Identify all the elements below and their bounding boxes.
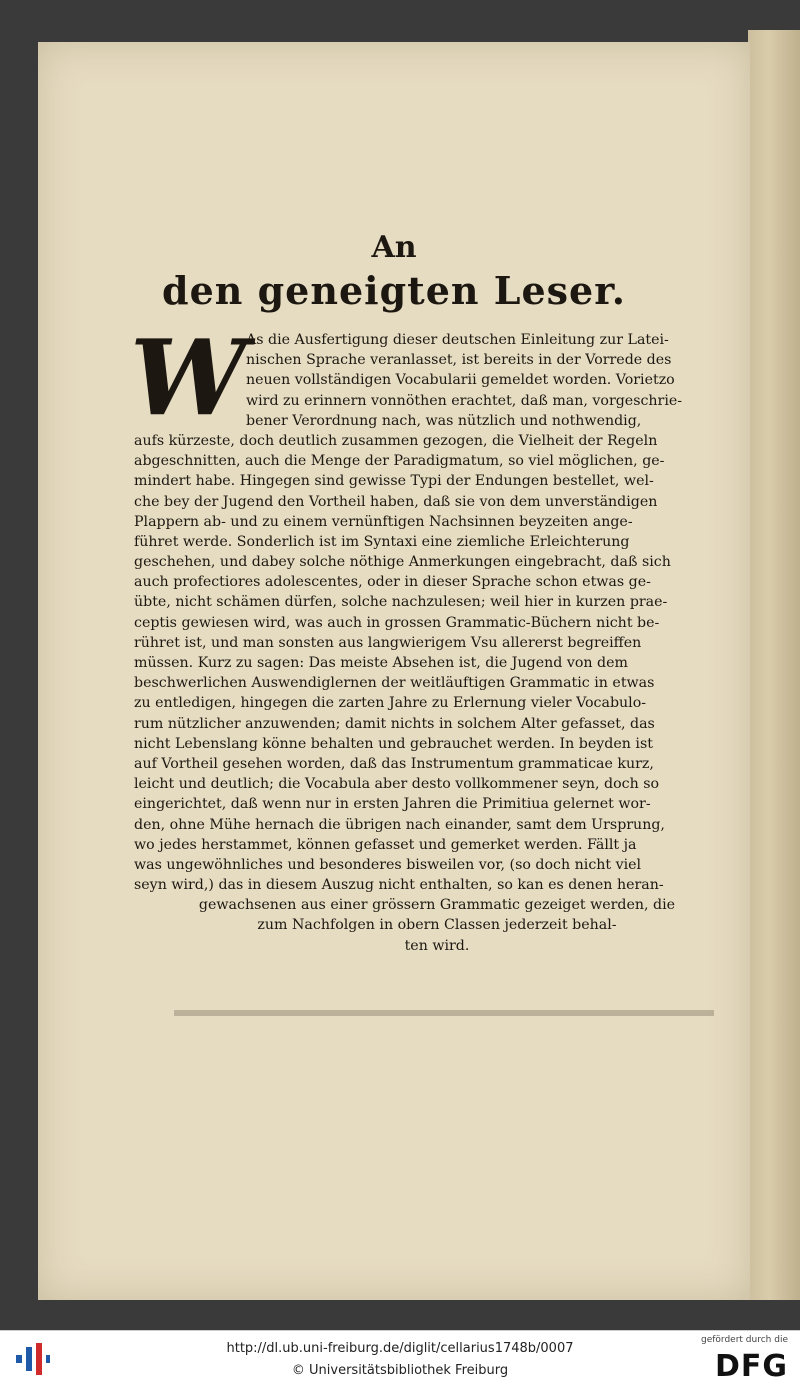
text-line: zum Nachfolgen in obern Classen jederzeit behal- xyxy=(257,917,617,934)
ornamental-dropcap: W xyxy=(130,316,247,439)
text-line: leicht und deutlich; die Vocabula aber desto vollkommener seyn, doch so xyxy=(134,776,660,793)
text-line: wird zu erinnern vonnöthen erachtet, daß man, vorgeschrie- xyxy=(246,392,683,409)
viewer-footer xyxy=(0,1330,800,1387)
heading-line-1: An xyxy=(371,230,417,265)
heading-line-2: den geneigten Leser. xyxy=(162,268,626,313)
text-line: che bey der Jugend den Vortheil haben, daß sie von dem unverständigen xyxy=(134,493,658,510)
text-line: geschehen, und dabey solche nöthige Anmerkungen eingebracht, daß sich xyxy=(134,554,671,571)
text-line: ten wird. xyxy=(404,937,470,954)
text-line: übte, nicht schämen dürfen, solche nachzulesen; weil hier in kurzen prae- xyxy=(134,594,668,611)
text-line: aufs kürzeste, doch deutlich zusammen gezogen, die Vielheit der Regeln xyxy=(134,432,658,449)
text-line: bener Verordnung nach, was nützlich und nothwendig, xyxy=(246,412,642,429)
sponsor-note: gefördert durch die xyxy=(701,1335,788,1345)
text-line: den, ohne Mühe hernach die übrigen nach einander, samt dem Ursprung, xyxy=(134,816,665,833)
text-line: nicht Lebenslang könne behalten und gebrauchet werden. In beyden ist xyxy=(134,735,653,752)
text-line: zu entledigen, hingegen die zarten Jahre zu Erlernung vieler Vocabulo- xyxy=(134,695,647,712)
text-line: wo jedes herstammet, können gefasset und gemerket werden. Fällt ja xyxy=(134,836,637,853)
text-line: auch profectiores adolescentes, oder in dieser Sprache schon etwas ge- xyxy=(134,574,651,591)
book-page xyxy=(38,42,750,1300)
body-text xyxy=(134,330,740,956)
text-line: führet werde. Sonderlich ist im Syntaxi eine ziemliche Erleichterung xyxy=(134,533,630,550)
text-line: rühret ist, und man sonsten aus langwierigem Vsu allererst begreiffen xyxy=(134,634,642,651)
text-line: abgeschnitten, auch die Menge der Paradigmatum, so viel möglichen, ge- xyxy=(134,453,665,470)
text-line: was ungewöhnliches und besonderes bisweilen vor, (so doch nicht viel xyxy=(134,856,642,873)
dfg-logo: DFG xyxy=(714,1349,788,1384)
text-line: gewachsenen aus einer grössern Grammatic gezeiget werden, die xyxy=(198,897,676,914)
text-line: müssen. Kurz zu sagen: Das meiste Absehen ist, die Jugend von dem xyxy=(134,655,628,671)
text-line: ceptis gewiesen wird, was auch in grossen Grammatic-Büchern nicht be- xyxy=(134,614,660,631)
text-line: As die Ausfertigung dieser deutschen Einleitung zur Latei- xyxy=(246,332,669,348)
text-line: Plappern ab- und zu einem vernünftigen Nachsinnen beyzeiten ange- xyxy=(134,513,633,530)
text-line: eingerichtet, daß wenn nur in ersten Jahren die Primitiua gelernet wor- xyxy=(134,796,651,813)
text-line: seyn wird,) das in diesem Auszug nicht enthalten, so kan es denen heran- xyxy=(134,877,664,894)
decorative-rule xyxy=(174,1010,714,1016)
text-line: nischen Sprache veranlasset, ist bereits in der Vorrede des xyxy=(246,352,672,369)
text-line: auf Vortheil gesehen worden, daß das Instrumentum grammaticae kurz, xyxy=(134,755,654,772)
permalink-url[interactable]: http://dl.ub.uni-freiburg.de/diglit/cellarius1748b/0007 xyxy=(226,1341,574,1356)
text-line: rum nützlicher anzuwenden; damit nichts in solchem Alter gefasset, das xyxy=(134,715,655,732)
copyright-notice: © Universitätsbibliothek Freiburg xyxy=(291,1363,509,1378)
text-line: neuen vollständigen Vocabularii gemeldet worden. Vorietzo xyxy=(246,372,675,389)
facing-page-edge xyxy=(748,30,800,1300)
text-line: beschwerlichen Auswendiglernen der weitläuftigen Grammatic in etwas xyxy=(134,675,655,692)
text-line: mindert habe. Hingegen sind gewisse Typi der Endungen bestellet, wel- xyxy=(134,473,654,490)
